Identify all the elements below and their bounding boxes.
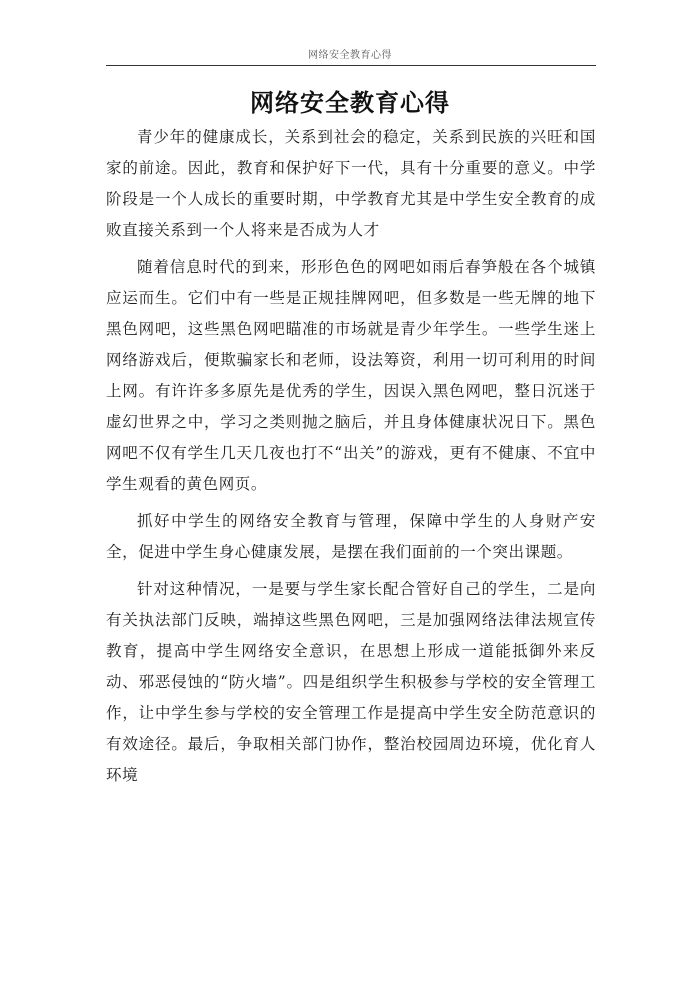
paragraph-education-task: 抓好中学生的网络安全教育与管理，保障中学生的人身财产安全，促进中学生身心健康发展，是摆在我们面前的一个突出课题。 [106,512,596,561]
paragraph-intro: 青少年的健康成长，关系到社会的稳定，关系到民族的兴旺和国家的前途。因此，教育和保护好下一代，具有十分重要的意义。中学阶段是一个人成长的重要时期，中学教育尤其是中学生安全教育的成败直接关系到一个人将来是否成为人才 [106,128,596,239]
paragraph-internet-cafes: 随着信息时代的到来，形形色色的网吧如雨后春笋般在各个城镇应运而生。它们中有一些是正规挂牌网吧，但多数是一些无牌的地下黑色网吧，这些黑色网吧瞄准的市场就是青少年学生。一些学生迷上网络游戏后，便欺骗家长和老师，设法筹资，利用一切可利用的时间上网。有许许多多原先是优秀的学生，因误入黑色网吧，整日沉迷于虚幻世界之中，学习之类则抛之脑后，并且身体健康状况日下。黑色网吧不仅有学生几天几夜也打不“出关”的游戏，更有不健康、不宜中学生观看的黄色网页。 [106,258,596,493]
document-title: 网络安全教育心得 [250,88,450,117]
header-divider [106,65,596,66]
running-header: 网络安全教育心得 [308,50,392,61]
paragraph-measures: 针对这种情况，一是要与学生家长配合管好自己的学生，二是向有关执法部门反映，端掉这些黑色网吧，三是加强网络法律法规宣传教育，提高中学生网络安全意识，在思想上形成一道能抵御外来反动、邪恶侵蚀的“防火墙”。四是组织学生积极参与学校的安全管理工作，让中学生参与学校的安全管理工作是提高中学生安全防范意识的有效途径。最后，争取相关部门协作，整治校园周边环境，优化育人环境 [106,580,596,784]
document-body [106,122,596,797]
